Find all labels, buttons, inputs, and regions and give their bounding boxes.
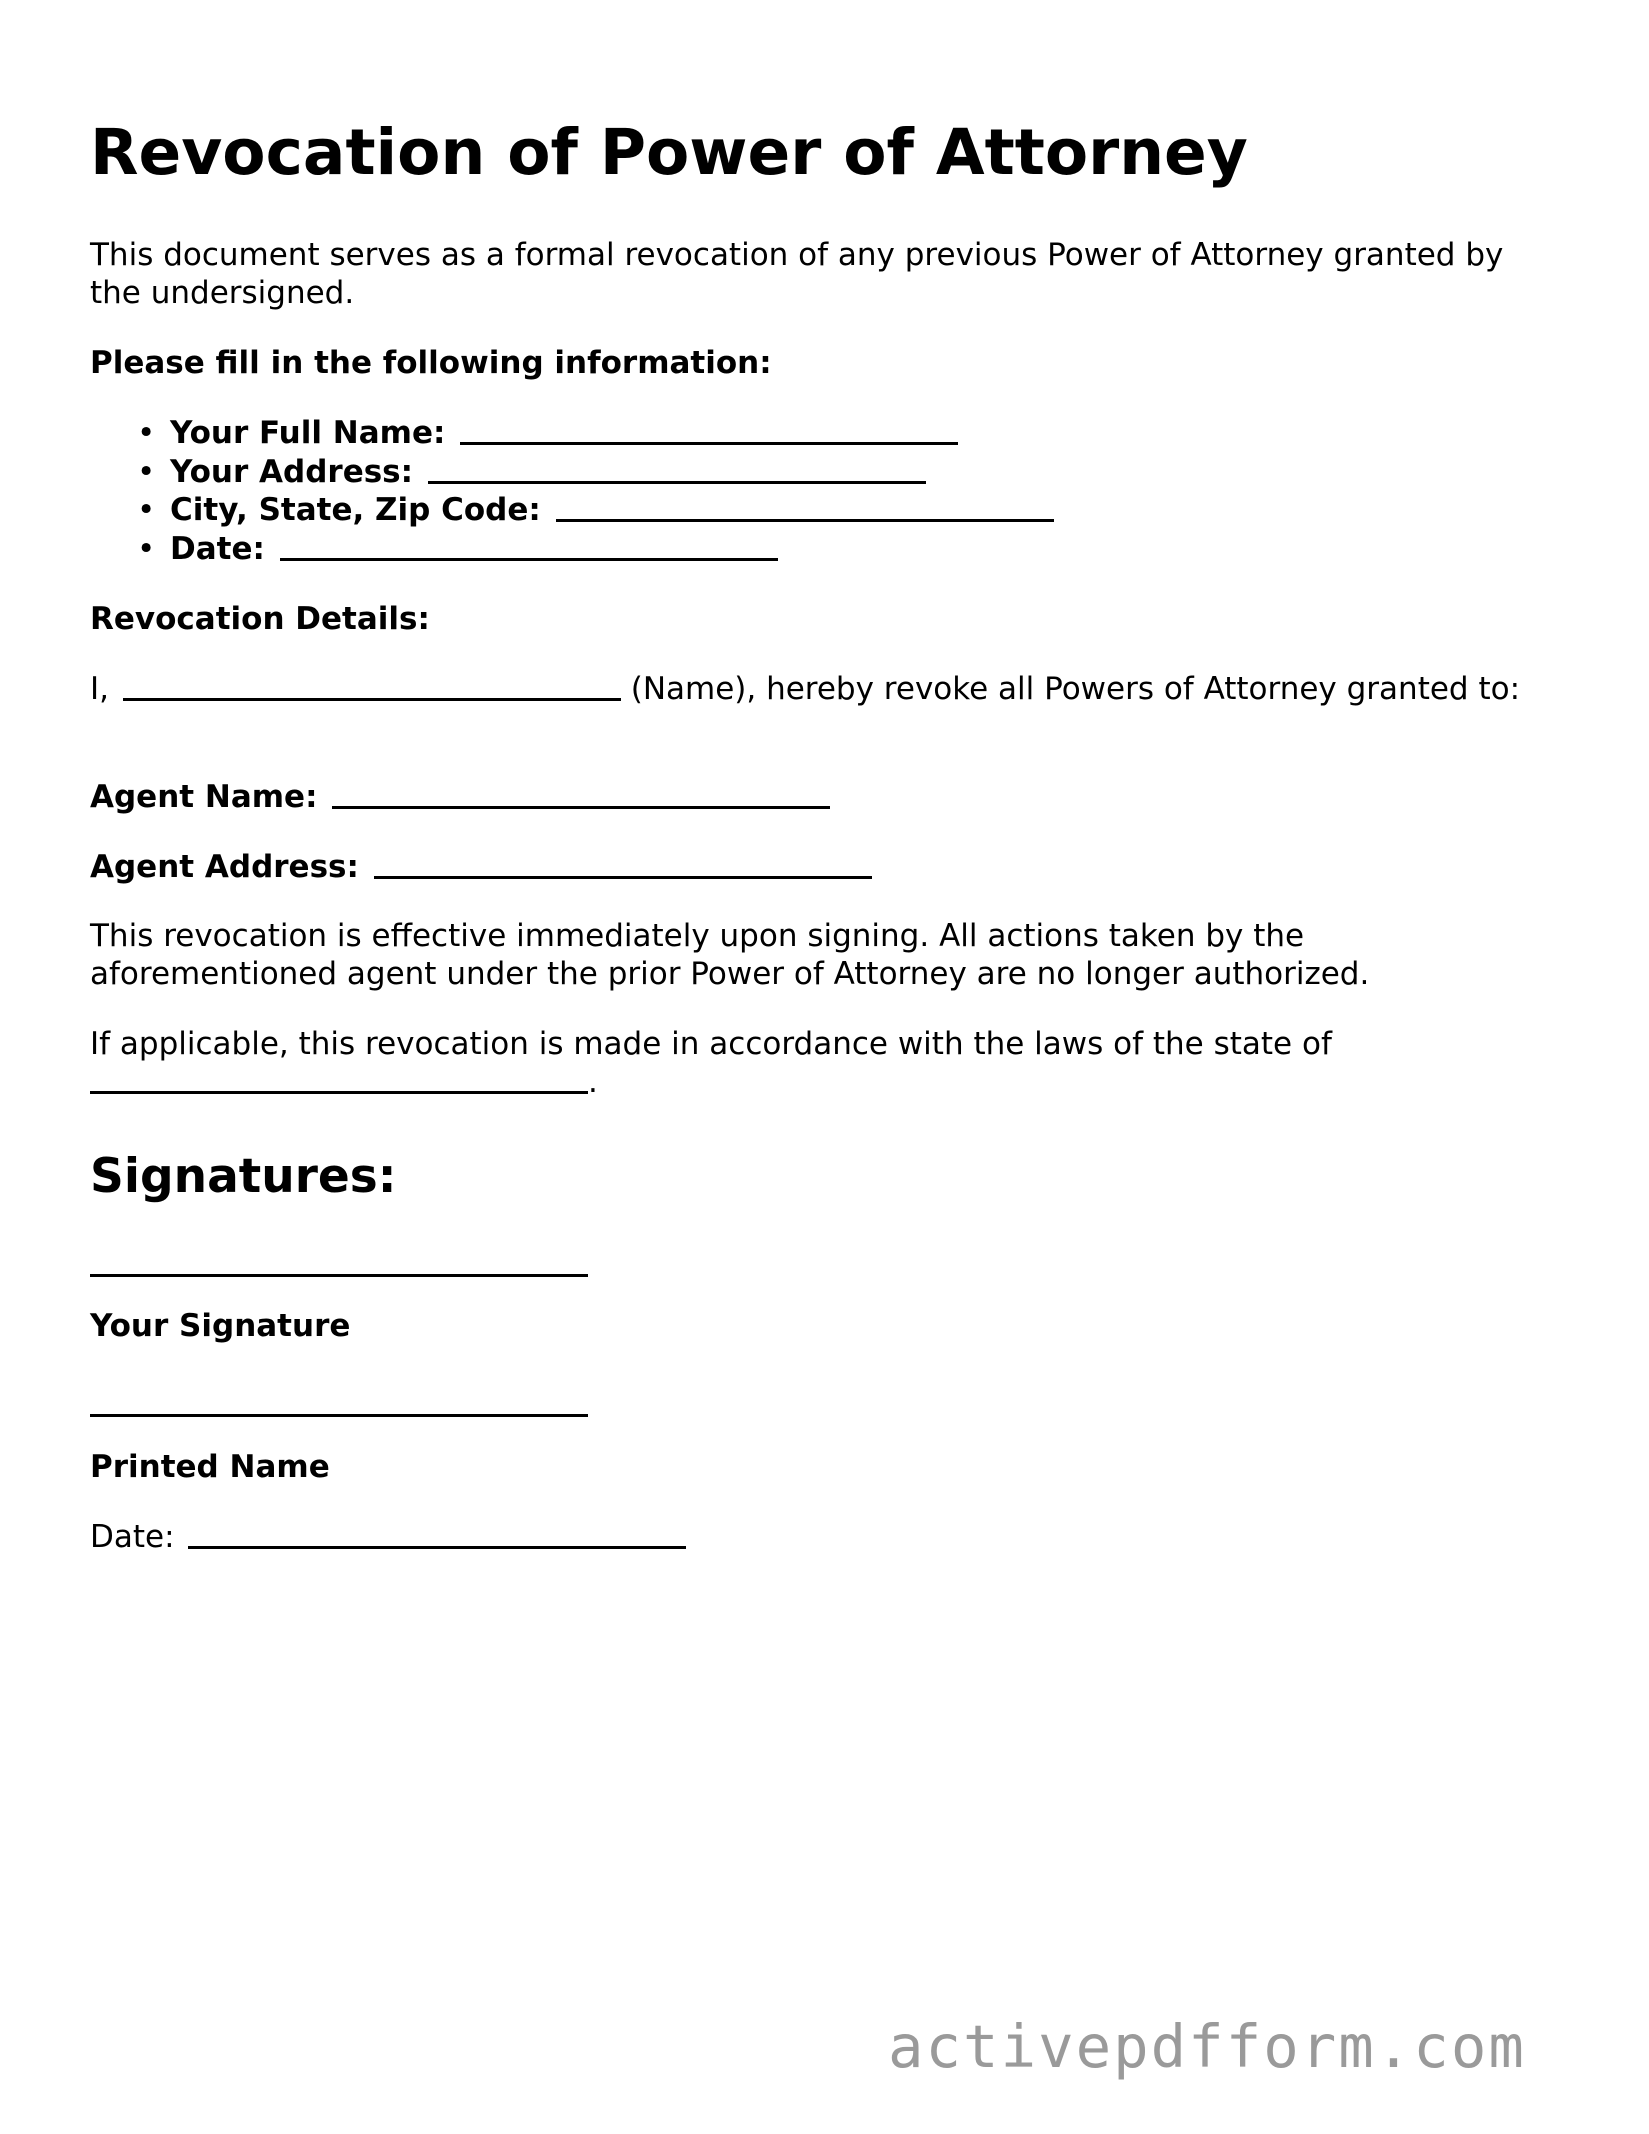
grantor-name-field[interactable] (123, 698, 621, 701)
state-field[interactable] (90, 1091, 588, 1094)
revoke-prefix: I, (90, 671, 109, 707)
agent-address-row (90, 848, 1560, 886)
field-label-date: Date: (170, 530, 265, 567)
watermark: activepdfform.com (888, 2012, 1526, 2081)
signature-date-row (90, 1518, 1560, 1556)
field-label-full-name: Your Full Name: (170, 415, 446, 451)
intro-paragraph: This document serves as a formal revocation of any previous Power of Attorney granted by the undersigned. (90, 237, 1504, 311)
signature-date-label: Date: (90, 1519, 175, 1555)
revoke-statement (90, 670, 1560, 708)
agent-address-label: Agent Address: (90, 849, 359, 885)
field-label-address: Your Address: (170, 453, 414, 490)
page-title: Revocation of Power of Attorney (90, 116, 1248, 189)
list-item (90, 414, 1054, 453)
bullet-icon: • (137, 492, 156, 528)
effective-paragraph: This revocation is effective immediately upon signing. All actions taken by the aforementioned agent under the prior Power of Attorney are no longer authorized. (90, 918, 1370, 992)
list-item (90, 491, 1054, 530)
city-state-zip-field[interactable] (556, 519, 1054, 522)
agent-name-field[interactable] (332, 806, 830, 809)
signatures-heading: Signatures: (90, 1149, 397, 1204)
printed-name-label: Printed Name (90, 1449, 330, 1485)
signature-date-field[interactable] (188, 1546, 686, 1549)
agent-address-field[interactable] (374, 876, 872, 879)
list-item (90, 453, 1054, 492)
agent-name-label: Agent Name: (90, 779, 318, 815)
bullet-icon: • (137, 530, 156, 567)
printed-name-line[interactable] (90, 1414, 588, 1417)
list-item (90, 530, 1054, 569)
law-paragraph (90, 1025, 1560, 1101)
bullet-icon: • (137, 415, 156, 451)
address-field[interactable] (428, 481, 926, 484)
date-field[interactable] (280, 558, 778, 561)
fields-list (90, 414, 1054, 568)
signature-line[interactable] (90, 1274, 588, 1277)
details-heading: Revocation Details: (90, 601, 430, 637)
full-name-field[interactable] (460, 442, 958, 445)
law-end: . (588, 1064, 598, 1100)
your-signature-label: Your Signature (90, 1308, 351, 1344)
bullet-icon: • (137, 453, 156, 490)
revoke-suffix: (Name), hereby revoke all Powers of Attorney granted to: (630, 671, 1521, 707)
fill-heading: Please fill in the following information: (90, 345, 772, 381)
field-label-city-state-zip: City, State, Zip Code: (170, 492, 541, 528)
law-text: If applicable, this revocation is made in accordance with the laws of the state of (90, 1026, 1332, 1062)
agent-name-row (90, 778, 1560, 816)
